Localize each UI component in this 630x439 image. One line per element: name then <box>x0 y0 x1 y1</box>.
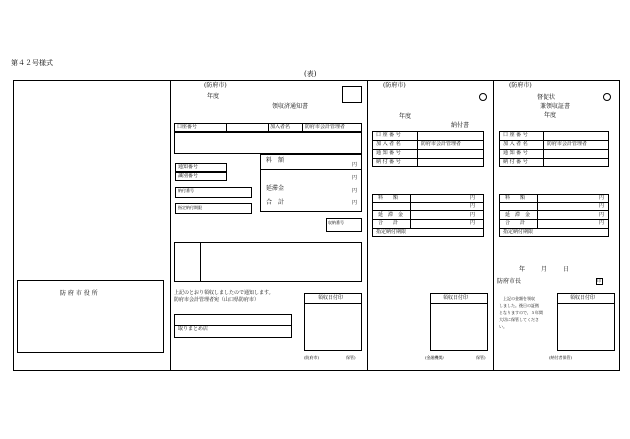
p3-unit-3: 円 <box>599 212 605 218</box>
office-name: 防 府 市 役 所 <box>60 290 98 297</box>
p3-receipt-text-3: となりますので、５年間 <box>499 310 543 315</box>
p1-payee-label: 加入者名 <box>270 124 291 130</box>
p3-notice-no: 通 知 番 号 <box>503 150 528 156</box>
p3-amt-col-line <box>537 194 538 228</box>
p2-unit-4: 円 <box>470 220 476 226</box>
p1-unit-3: 円 <box>352 188 358 194</box>
p1-amount-line <box>260 169 362 170</box>
p3-due-date: 指定納付期限 <box>503 229 534 235</box>
p1-footer-left: (防府市) <box>304 355 320 360</box>
p1-account-sep <box>226 123 227 132</box>
p3-date-year: 年 <box>519 266 526 273</box>
p2-unit-2: 円 <box>470 203 476 209</box>
p1-due-date: 指定納付期限 <box>178 205 202 210</box>
p2-late-fee: 延 滞 金 <box>378 212 404 218</box>
p2-payee-label: 加 入 者 名 <box>376 141 401 147</box>
p3-unit-2: 円 <box>599 203 605 209</box>
p3-stamp-line <box>557 303 615 304</box>
p2-due-date: 指定納付期限 <box>376 229 407 235</box>
p1-info-sep <box>200 242 201 282</box>
p2-total: 合 計 <box>378 220 399 226</box>
p3-title-1: 督促状 <box>537 94 556 101</box>
p3-header: (防府市) <box>509 82 532 89</box>
p1-unit-4: 円 <box>352 200 358 206</box>
p3-title-2: 兼領収証書 <box>540 103 571 110</box>
p3-account-label: 口 座 番 号 <box>503 132 528 138</box>
form-number: 第４２号様式 <box>11 59 53 67</box>
p3-date-day: 日 <box>563 266 570 273</box>
p3-mayor-seal: 印 <box>597 278 601 283</box>
p3-receipt-text-4: 大切に保管してくださ <box>499 317 539 322</box>
p3-mayor: 防府市長 <box>497 278 522 285</box>
p2-footer-right: 保管) <box>476 355 486 360</box>
p1-stamp-line <box>304 303 362 304</box>
p3-fee: 料 額 <box>505 195 526 201</box>
p1-title: 領収済通知書 <box>272 103 309 110</box>
p2-seal-icon <box>479 93 487 101</box>
divider-2 <box>367 80 368 371</box>
p2-stamp-box <box>430 293 488 351</box>
p3-stamp-box <box>557 293 615 351</box>
p1-account-sep3 <box>302 123 303 132</box>
p3-seal-icon <box>603 93 611 101</box>
p2-account-label: 口 座 番 号 <box>376 132 401 138</box>
p3-receipt-text-5: い。 <box>499 324 507 329</box>
p1-stamp-box <box>304 293 362 351</box>
p2-header: (防府市) <box>383 82 406 89</box>
p1-stamp-label: 領収日付印 <box>318 295 344 301</box>
p1-unit-2: 円 <box>352 175 358 181</box>
p1-collector: 取りまとめ店 <box>178 326 209 332</box>
divider-1 <box>170 80 171 371</box>
p1-account-sep2 <box>268 123 269 132</box>
p3-stamp-label: 領収日付印 <box>570 295 596 301</box>
p1-notice-no: 通知番号 <box>178 164 199 170</box>
side-label: (表) <box>304 70 317 78</box>
p3-payee-label: 加 入 者 名 <box>503 141 528 147</box>
p3-amt-line-2 <box>499 210 609 211</box>
p3-late-fee: 延 滞 金 <box>505 212 531 218</box>
divider-3 <box>493 80 494 371</box>
p1-year: 年度 <box>207 93 220 100</box>
p3-date-month: 月 <box>541 266 548 273</box>
p1-unit-1: 円 <box>352 162 358 168</box>
p2-amt-line-1 <box>372 202 484 203</box>
p2-amt-col-line <box>410 194 411 228</box>
p1-payment-no: 納付番号 <box>178 188 194 193</box>
p2-stamp-line <box>430 303 488 304</box>
p2-unit-3: 円 <box>470 212 476 218</box>
p3-footer: (納付者保管) <box>549 355 573 360</box>
p3-year: 年度 <box>544 112 557 119</box>
p2-footer-left: (金融機関/ <box>425 355 444 360</box>
p2-unit-1: 円 <box>470 195 476 201</box>
p3-col-line <box>543 131 544 167</box>
p1-receipt-no: 収納番号 <box>328 220 344 225</box>
p3-unit-1: 円 <box>599 195 605 201</box>
p1-fee: 料 額 <box>266 157 285 164</box>
p2-notice-no: 通 知 番 号 <box>376 150 401 156</box>
p2-title: 納付書 <box>451 122 470 129</box>
p1-total: 合 計 <box>266 199 285 206</box>
p3-payment-no: 納 付 番 号 <box>503 159 528 165</box>
p2-year: 年度 <box>399 113 412 120</box>
p2-fee: 料 額 <box>378 195 399 201</box>
p1-footer-right: 保管) <box>346 355 356 360</box>
p2-amt-line-2 <box>372 210 484 211</box>
p1-id-no: 識別番号 <box>178 173 199 179</box>
p3-receipt-text-1: 上記の金額を領収 <box>503 296 535 301</box>
p1-notice-text-1: 上記のとおり領収しましたので通知します。 <box>174 290 274 296</box>
p1-late-fee: 延滞金 <box>266 185 285 192</box>
p3-receipt-text-2: しました。後日の証拠 <box>499 303 539 308</box>
p1-notice-text-2: 防府市会計管理者宛（山口県防府市） <box>174 297 260 303</box>
p2-col-line <box>417 131 418 167</box>
p3-payee-value: 防府市会計管理者 <box>547 141 588 147</box>
p1-corner-box <box>342 86 362 103</box>
p1-info-box <box>174 242 362 282</box>
p2-payment-no: 納 付 番 号 <box>376 159 401 165</box>
p3-total: 合 計 <box>505 220 526 226</box>
p3-unit-4: 円 <box>599 220 605 226</box>
p1-header: (防府市) <box>204 82 227 89</box>
p1-payee-value: 防府市会計管理者 <box>305 124 346 130</box>
p1-blank-area <box>174 132 362 154</box>
p1-account-label: 口座番号 <box>177 124 198 130</box>
p2-stamp-label: 領収日付印 <box>443 295 469 301</box>
p2-payee-value: 防府市会計管理者 <box>421 141 462 147</box>
p3-amt-line-1 <box>499 202 609 203</box>
